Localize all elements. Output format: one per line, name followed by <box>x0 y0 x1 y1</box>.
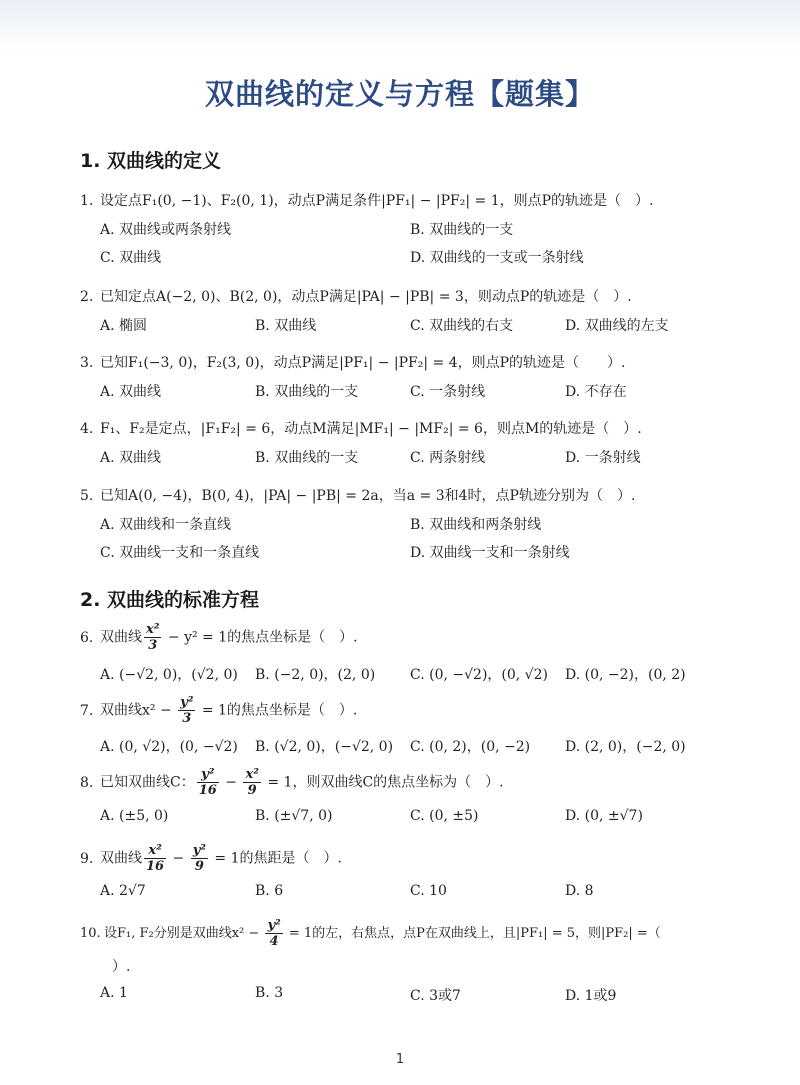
question-number: 1. <box>80 193 94 209</box>
question-number: 9. <box>80 850 94 867</box>
option-b: B. (−2, 0)，(2, 0) <box>255 667 376 683</box>
question-text: 已知F₁(−3, 0)，F₂(3, 0)，动点P满足|PF₁| − |PF₂| = 4，则点P的轨迹是（ ）. <box>100 355 626 371</box>
numerator: x² <box>146 622 160 637</box>
option-c: C. 3或7 <box>410 988 461 1004</box>
numerator: y² <box>192 843 206 858</box>
option-d: D. 1或9 <box>565 988 617 1004</box>
question-9 <box>80 843 770 874</box>
question-number: 5. <box>80 488 94 504</box>
question-prefix: 设F₁, F₂分别是双曲线x² − <box>104 926 264 941</box>
denominator: 4 <box>269 934 279 949</box>
option-c: C. 10 <box>410 883 447 899</box>
top-banner <box>0 0 800 52</box>
question-number: 3. <box>80 355 94 371</box>
option-a: A. 1 <box>100 985 128 1001</box>
denominator: 16 <box>146 859 165 874</box>
question-number: 8. <box>80 774 94 791</box>
fraction <box>178 695 195 726</box>
question-suffix: = 1的焦距是（ ）. <box>209 850 342 867</box>
numerator: x² <box>144 843 166 859</box>
section-heading-definition: 1. 双曲线的定义 <box>80 150 222 172</box>
option-a: A. 双曲线 <box>100 450 162 466</box>
option-c: C. (0, −√2)，(0, √2) <box>410 667 548 683</box>
option-d: D. (0, ±√7) <box>565 808 643 824</box>
option-d: D. 双曲线一支和一条射线 <box>410 545 570 561</box>
question-6 <box>80 622 770 653</box>
question-1 <box>80 190 770 210</box>
question-text: 设定点F₁(0, −1)、F₂(0, 1)，动点P满足条件|PF₁| − |PF₂| = 1，则点P的轨迹是（ ）. <box>100 193 654 209</box>
option-a: A. (±5, 0) <box>100 808 169 824</box>
fraction <box>144 843 166 874</box>
numerator: y² <box>197 767 219 783</box>
denominator: 3 <box>182 711 192 726</box>
fraction <box>243 767 260 798</box>
question-prefix: 已知双曲线C： <box>100 774 195 791</box>
option-c: C. (0, 2)，(0, −2) <box>410 739 531 755</box>
option-a: A. 2√7 <box>100 883 146 899</box>
question-4 <box>80 418 770 438</box>
option-c: C. 双曲线 <box>100 250 162 266</box>
option-c: C. (0, ±5) <box>410 808 479 824</box>
question-suffix: = 1，则双曲线C的焦点坐标为（ ）. <box>262 774 504 791</box>
option-b: B. (√2, 0)，(−√2, 0) <box>255 739 394 755</box>
question-10-continuation <box>112 956 312 976</box>
option-c: C. 一条射线 <box>410 384 486 400</box>
question-number: 7. <box>80 702 94 719</box>
question-8 <box>80 767 770 798</box>
option-c: C. 两条射线 <box>410 450 486 466</box>
denominator: 16 <box>198 783 217 798</box>
option-b: B. 双曲线的一支 <box>255 450 359 466</box>
option-b: B. 双曲线 <box>255 318 317 334</box>
fraction <box>144 622 161 653</box>
question-2 <box>80 286 770 306</box>
denominator: 9 <box>247 783 257 798</box>
question-number: 6. <box>80 629 94 646</box>
option-a: A. 双曲线和一条直线 <box>100 517 232 533</box>
question-number: 10. <box>80 926 101 941</box>
numerator: y² <box>267 918 281 933</box>
option-d: D. (2, 0)，(−2, 0) <box>565 739 686 755</box>
option-c: C. 双曲线的右支 <box>410 318 514 334</box>
fraction <box>197 767 219 798</box>
option-b: B. 3 <box>255 985 284 1001</box>
question-7 <box>80 695 770 726</box>
option-a: A. 双曲线或两条射线 <box>100 222 232 238</box>
question-number: 2. <box>80 289 94 305</box>
question-5 <box>80 485 770 505</box>
question-mid: − <box>168 850 189 867</box>
section-heading-standard-equation: 2. 双曲线的标准方程 <box>80 589 260 611</box>
question-text: 已知A(0, −4)，B(0, 4)，|PA| − |PB| = 2a，当a = 3和4时，点P轨迹分别为（ ）. <box>100 488 636 504</box>
denominator: 3 <box>148 638 158 653</box>
question-10 <box>80 918 770 949</box>
option-b: B. 双曲线和两条射线 <box>410 517 542 533</box>
option-c: C. 双曲线一支和一条直线 <box>100 545 260 561</box>
question-number: 4. <box>80 421 94 437</box>
option-b: B. 双曲线的一支 <box>410 222 514 238</box>
page-number: 1 <box>395 1052 405 1067</box>
option-a: A. 椭圆 <box>100 318 148 334</box>
question-text: 已知定点A(−2, 0)、B(2, 0)，动点P满足|PA| − |PB| = 3，则动点P的轨迹是（ ）. <box>100 289 632 305</box>
option-d: D. 一条射线 <box>565 450 641 466</box>
option-b: B. (±√7, 0) <box>255 808 333 824</box>
question-prefix: 双曲线 <box>100 629 142 646</box>
question-3 <box>80 352 770 372</box>
option-b: B. 6 <box>255 883 284 899</box>
fraction <box>191 843 208 874</box>
option-a: A. (−√2, 0)，(√2, 0) <box>100 667 238 683</box>
denominator: 9 <box>194 859 204 874</box>
option-d: D. 双曲线的左支 <box>565 318 669 334</box>
numerator: x² <box>245 767 259 782</box>
question-text-continuation: ）. <box>112 959 131 975</box>
option-d: D. 8 <box>565 883 594 899</box>
question-suffix: = 1的左，右焦点，点P在双曲线上，且|PF₁| = 5，则|PF₂| =（ <box>284 926 661 941</box>
option-b: B. 双曲线的一支 <box>255 384 359 400</box>
option-a: A. 双曲线 <box>100 384 162 400</box>
question-text: F₁、F₂是定点，|F₁F₂| = 6，动点M满足|MF₁| − |MF₂| = 6，则点M的轨迹是（ ）. <box>100 421 642 437</box>
question-mid: − <box>220 774 242 791</box>
question-prefix: 双曲线 <box>100 850 142 867</box>
question-suffix: = 1的焦点坐标是（ ）. <box>197 702 358 719</box>
fraction <box>265 918 282 949</box>
option-d: D. 双曲线的一支或一条射线 <box>410 250 584 266</box>
option-a: A. (0, √2)，(0, −√2) <box>100 739 238 755</box>
question-prefix: 双曲线x² − <box>100 702 177 719</box>
question-suffix: − y² = 1的焦点坐标是（ ）. <box>163 629 358 646</box>
numerator: y² <box>180 695 194 710</box>
option-d: D. 不存在 <box>565 384 627 400</box>
document-title: 双曲线的定义与方程【题集】 <box>204 77 595 111</box>
option-d: D. (0, −2)，(0, 2) <box>565 667 686 683</box>
